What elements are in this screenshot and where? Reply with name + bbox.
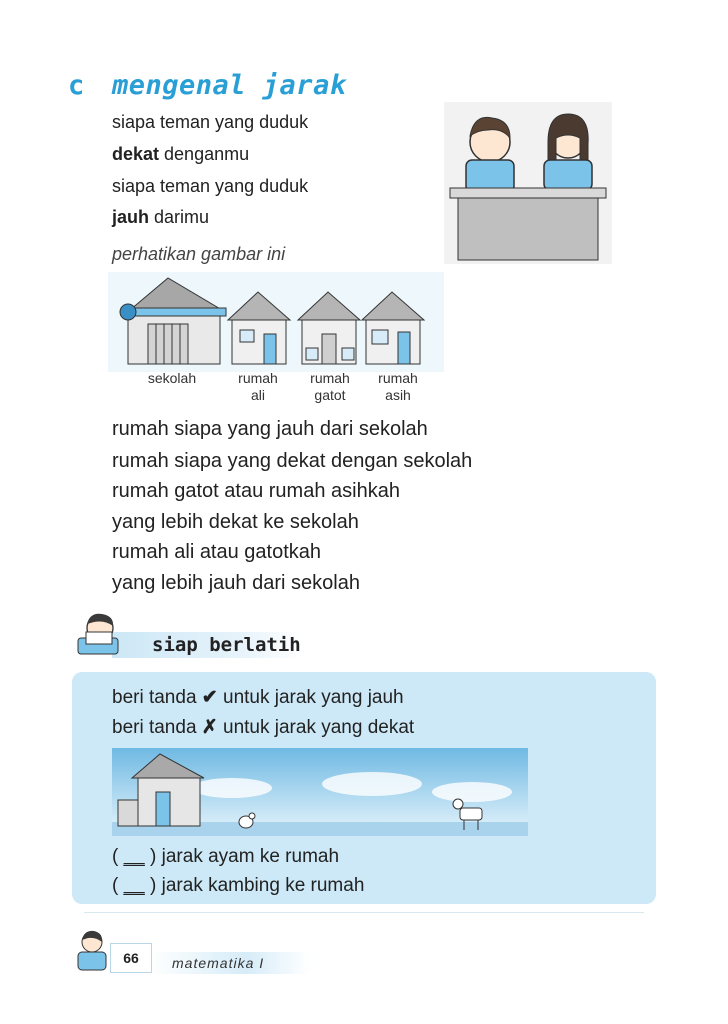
item-goat-text: ) jarak kambing ke rumah	[144, 875, 365, 896]
book-title: matematika I	[172, 955, 265, 971]
question-line-3: rumah gatot atau rumah asihkah	[112, 480, 400, 502]
cross-mark-icon: ✗	[201, 717, 218, 738]
item-goat	[112, 875, 364, 897]
intro-bold-dekat: dekat	[112, 144, 160, 164]
intro-line-1: siapa teman yang duduk	[112, 112, 309, 132]
instruction-far	[112, 686, 404, 709]
intro-line-2	[112, 144, 249, 164]
instruction-far-b: untuk jarak yang jauh	[217, 687, 404, 708]
section-letter: c	[68, 70, 85, 101]
label-rumah-gatot-line1: rumah	[310, 370, 350, 386]
item-goat-answer-blank[interactable]: __	[123, 875, 145, 896]
intro-line-4	[112, 207, 209, 227]
label-rumah-ali-line1: rumah	[238, 370, 278, 386]
mascot-icon	[72, 606, 128, 662]
question-line-2: rumah siapa yang dekat dengan sekolah	[112, 450, 473, 472]
intro-line-2-rest: denganmu	[159, 144, 250, 164]
question-line-5: rumah ali atau gatotkah	[112, 541, 322, 563]
street-illustration	[108, 272, 444, 372]
instruction-near-b: untuk jarak yang dekat	[217, 717, 415, 738]
section-title: mengenal jarak	[112, 70, 347, 101]
item-chicken-open: (	[112, 846, 124, 867]
practice-title: siap berlatih	[152, 634, 301, 656]
intro-note: perhatikan gambar ini	[112, 244, 286, 264]
label-rumah-ali	[226, 370, 290, 404]
students-illustration	[444, 102, 612, 264]
label-sekolah-line1: sekolah	[147, 370, 197, 386]
intro-bold-jauh: jauh	[112, 207, 150, 227]
instruction-near	[112, 716, 414, 739]
item-chicken-answer-blank[interactable]: __	[123, 846, 145, 867]
label-rumah-asih-line1: rumah	[378, 370, 418, 386]
instruction-near-a: beri tanda	[112, 717, 202, 738]
intro-line-4-rest: darimu	[149, 207, 210, 227]
label-rumah-ali-line2: ali	[250, 387, 265, 403]
question-line-6: yang lebih jauh dari sekolah	[112, 572, 360, 594]
footer-rule	[84, 912, 644, 913]
label-rumah-gatot	[298, 370, 362, 404]
farm-illustration	[112, 748, 528, 836]
label-rumah-asih-line2: asih	[385, 387, 411, 403]
question-line-4: yang lebih dekat ke sekolah	[112, 511, 359, 533]
question-line-1: rumah siapa yang jauh dari sekolah	[112, 418, 428, 440]
label-rumah-asih	[366, 370, 430, 404]
intro-line-3: siapa teman yang duduk	[112, 176, 309, 196]
item-chicken-text: ) jarak ayam ke rumah	[144, 846, 340, 867]
item-chicken	[112, 846, 339, 868]
page-number: 66	[110, 943, 152, 973]
footer-mascot-icon	[72, 926, 112, 972]
label-sekolah	[136, 370, 208, 387]
check-mark-icon: ✔	[201, 687, 218, 708]
label-rumah-gatot-line2: gatot	[314, 387, 346, 403]
item-goat-open: (	[112, 875, 124, 896]
instruction-far-a: beri tanda	[112, 687, 202, 708]
